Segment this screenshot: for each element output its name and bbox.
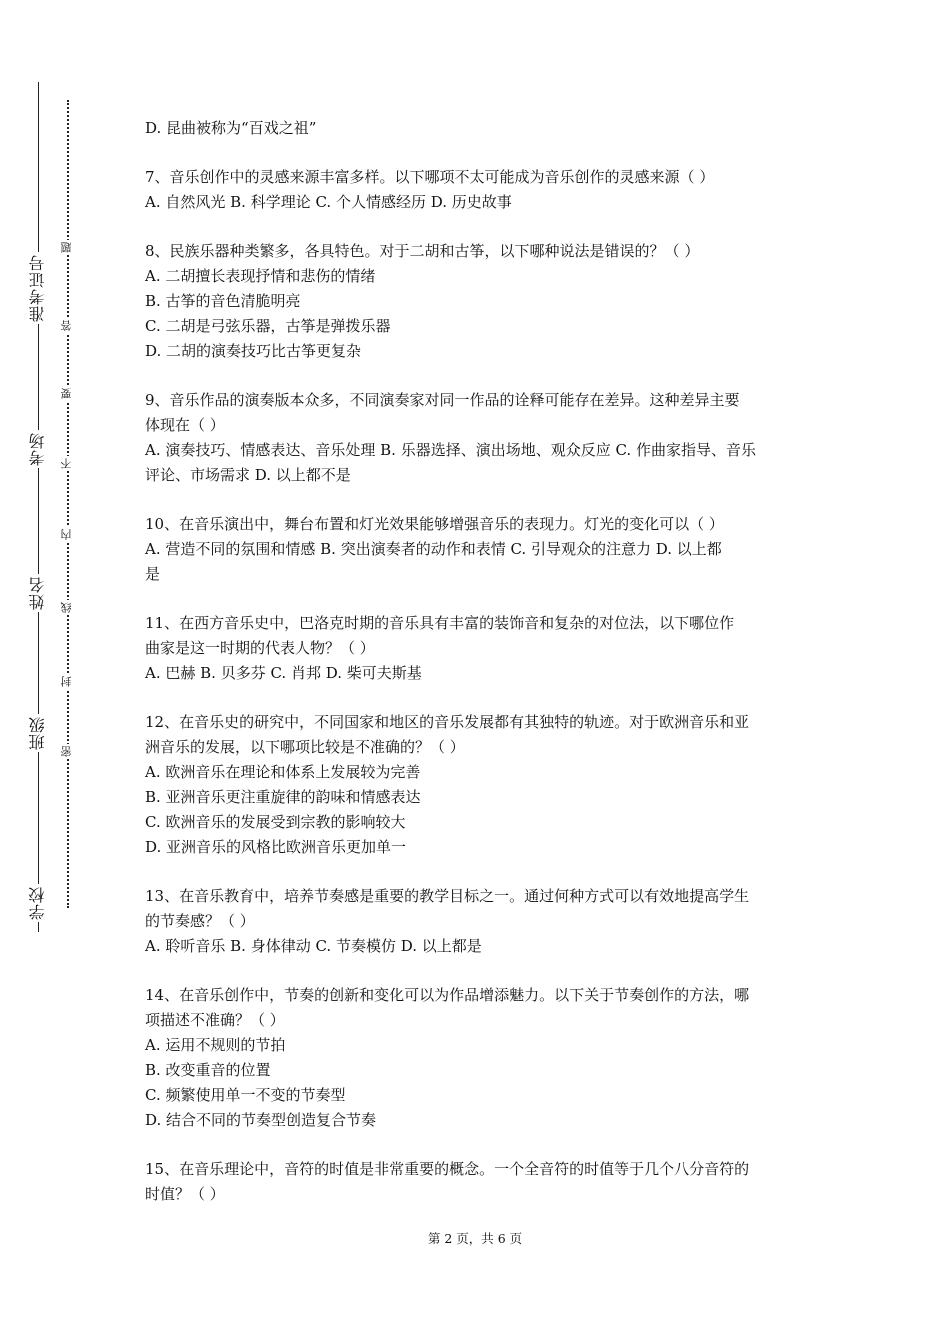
question-block: [145, 512, 810, 587]
question-line: B. 亚洲音乐更注重旋律的韵味和情感表达: [145, 788, 421, 806]
question-line: C. 欧洲音乐的发展受到宗教的影响较大: [145, 813, 406, 831]
question-line: 曲家是这一时期的代表人物？（ ）: [145, 639, 375, 657]
question-line: A. 巴赫 B. 贝多芬 C. 肖邦 D. 柴可夫斯基: [145, 664, 422, 682]
binding-label-name: 姓名: [20, 574, 56, 612]
question-line: B. 改变重音的位置: [145, 1061, 271, 1079]
question-line: D. 二胡的演奏技巧比古筝更复杂: [145, 342, 362, 360]
question-line: A. 营造不同的氛围和情感 B. 突出演奏者的动作和表情 C. 引导观众的注意力 D. 以上都: [145, 540, 722, 558]
seal-mark: 封: [58, 674, 76, 689]
question-line: B. 古筝的音色清脆明亮: [145, 292, 301, 310]
seal-mark: 要: [58, 386, 76, 401]
question-line: D. 亚洲音乐的风格比欧洲音乐更加单一: [145, 838, 407, 856]
question-line: 8、民族乐器种类繁多，各具特色。对于二胡和古筝，以下哪种说法是错误的？（ ）: [145, 242, 700, 260]
question-block: [145, 1157, 810, 1207]
seal-mark: 答: [58, 318, 76, 333]
question-line: A. 演奏技巧、情感表达、音乐处理 B. 乐器选择、演出场地、观众反应 C. 作曲家指导、音乐: [145, 441, 756, 459]
question-line: D. 昆曲被称为“百戏之祖”: [145, 119, 317, 137]
binding-solid-line: [38, 82, 39, 932]
question-line: C. 频繁使用单一不变的节奏型: [145, 1086, 346, 1104]
question-block: [145, 983, 810, 1133]
question-line: 13、在音乐教育中，培养节奏感是重要的教学目标之一。通过何种方式可以有效地提高学生: [145, 887, 750, 905]
question-block: [145, 884, 810, 959]
question-line: 项描述不准确？（ ）: [145, 1011, 285, 1029]
question-line: 的节奏感？（ ）: [145, 912, 255, 930]
question-block: [145, 116, 810, 141]
seal-mark: 题: [58, 240, 76, 255]
question-line: A. 自然风光 B. 科学理论 C. 个人情感经历 D. 历史故事: [145, 193, 512, 211]
binding-label-school: 学校: [20, 884, 56, 922]
question-line: 评论、市场需求 D. 以上都不是: [145, 466, 351, 484]
block-gap: [145, 686, 810, 710]
question-block: [145, 611, 810, 686]
question-line: D. 结合不同的节奏型创造复合节奏: [145, 1111, 377, 1129]
page-footer: 第 2 页，共 6 页: [427, 1231, 523, 1246]
seal-mark: 线: [58, 600, 76, 615]
question-block: [145, 388, 810, 488]
question-line: 洲音乐的发展，以下哪项比较是不准确的？（ ）: [145, 738, 465, 756]
question-line: 体现在（ ）: [145, 416, 225, 434]
question-line: 14、在音乐创作中，节奏的创新和变化可以为作品增添魅力。以下关于节奏创作的方法，哪: [145, 986, 750, 1004]
question-line: C. 二胡是弓弦乐器，古筝是弹拨乐器: [145, 317, 391, 335]
question-line: 12、在音乐史的研究中，不同国家和地区的音乐发展都有其独特的轨迹。对于欧洲音乐和亚: [145, 713, 750, 731]
block-gap: [145, 860, 810, 884]
question-line: A. 二胡擅长表现抒情和悲伤的情绪: [145, 267, 376, 285]
question-content: [145, 116, 810, 1207]
block-gap: [145, 959, 810, 983]
seal-dotted-line: [67, 100, 69, 908]
block-gap: [145, 1133, 810, 1157]
question-line: A. 聆听音乐 B. 身体律动 C. 节奏模仿 D. 以上都是: [145, 937, 482, 955]
question-line: 9、音乐作品的演奏版本众多，不同演奏家对同一作品的诠释可能存在差异。这种差异主要: [145, 391, 740, 409]
question-line: 时值？（ ）: [145, 1185, 225, 1203]
seal-mark: 内: [58, 527, 76, 542]
binding-label-exam-room: 考场: [20, 430, 56, 468]
question-line: 是: [145, 565, 161, 583]
question-line: 11、在西方音乐史中，巴洛克时期的音乐具有丰富的装饰音和复杂的对位法，以下哪位作: [145, 614, 735, 632]
question-block: [145, 710, 810, 860]
question-line: 10、在音乐演出中，舞台布置和灯光效果能够增强音乐的表现力。灯光的变化可以（ ）: [145, 515, 724, 533]
binding-label-exam-number: 准考证号: [20, 252, 56, 324]
seal-mark: 密: [58, 744, 76, 759]
block-gap: [145, 215, 810, 239]
question-line: 15、在音乐理论中，音符的时值是非常重要的概念。一个全音符的时值等于几个八分音符的: [145, 1160, 750, 1178]
question-block: [145, 165, 810, 215]
block-gap: [145, 587, 810, 611]
question-line: A. 欧洲音乐在理论和体系上发展较为完善: [145, 763, 421, 781]
binding-label-class: 班级: [20, 714, 56, 752]
question-line: A. 运用不规则的节拍: [145, 1036, 286, 1054]
seal-mark: 不: [58, 456, 76, 471]
question-line: 7、音乐创作中的灵感来源丰富多样。以下哪项不太可能成为音乐创作的灵感来源（ ）: [145, 168, 715, 186]
block-gap: [145, 488, 810, 512]
block-gap: [145, 141, 810, 165]
block-gap: [145, 364, 810, 388]
question-block: [145, 239, 810, 364]
